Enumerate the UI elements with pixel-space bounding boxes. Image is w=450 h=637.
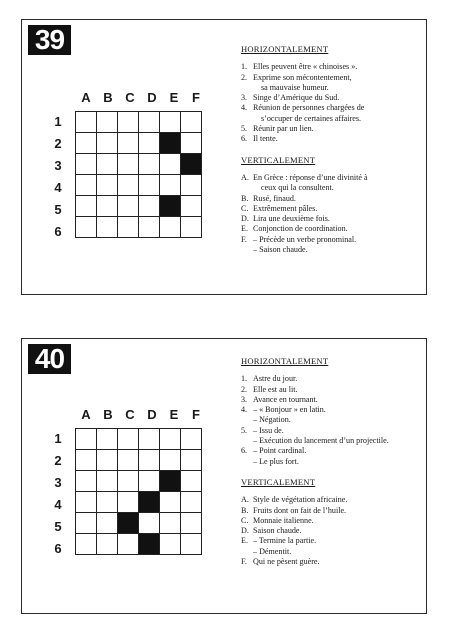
grid-cell[interactable] [75,132,97,154]
grid-cell[interactable] [138,512,160,534]
clue-text [253,446,423,467]
column-label: A [81,90,91,105]
clue-number: F. [241,557,247,567]
clue-item [241,235,423,256]
clue-item [241,395,423,405]
clue-line: Saison chaude. [253,526,302,536]
clue-line: Lira une deuxième fois. [253,214,330,224]
grid-cell[interactable] [138,195,160,217]
grid-cell[interactable] [138,216,160,238]
clue-line: En Grèce : réponse d’une divinité à [253,172,368,182]
clue-number: 5. [241,425,248,435]
black-cell [117,512,139,534]
clue-item [241,93,423,103]
black-cell [159,195,181,217]
clue-text [253,173,423,194]
clue-line: – Exécution du lancement d’un projectile. [253,436,389,446]
crossword-card-39 [21,19,427,295]
column-label: C [125,90,135,105]
clue-number: 2. [241,72,248,82]
clue-line: – Précède un verbe pronominal. [253,234,357,244]
column-label: A [81,407,91,422]
clue-number: E. [241,224,248,234]
grid-cell[interactable] [180,195,202,217]
clue-line: Conjonction de coordination. [253,224,348,234]
column-label: B [103,407,113,422]
row-label: 2 [54,136,62,151]
clue-line: – Le plus fort. [253,456,299,466]
clue-text [253,526,423,536]
grid-cell[interactable] [117,111,139,133]
row-label: 5 [54,519,62,534]
row-label: 1 [54,431,62,446]
grid-cell[interactable] [138,111,160,133]
grid-cell[interactable] [180,470,202,492]
clue-number: C. [241,515,249,525]
grid-cell[interactable] [180,512,202,534]
row-label: 3 [54,475,62,490]
row-label: 3 [54,158,62,173]
column-label: D [147,407,157,422]
clue-line: Réunir par un lien. [253,124,314,134]
grid-cell[interactable] [159,111,181,133]
clue-text [253,73,423,94]
column-label: E [169,407,179,422]
clue-text [253,194,423,204]
row-label: 2 [54,453,62,468]
grid-cell[interactable] [96,428,118,450]
clue-text [253,536,423,557]
grid-cell[interactable] [117,491,139,513]
column-label: D [147,90,157,105]
clue-item [241,526,423,536]
crossword-card-40 [21,338,427,614]
vertical-title: VERTICALEMENT [241,154,316,165]
clue-number: 6. [241,134,248,144]
grid-cell[interactable] [138,153,160,175]
clue-text [253,62,423,72]
column-label: E [169,90,179,105]
clue-line: Exprime son mécontentement, [253,72,352,82]
clue-number: C. [241,203,249,213]
clue-text [253,495,423,505]
clue-item [241,73,423,94]
grid-cell[interactable] [138,470,160,492]
clue-number: 5. [241,124,248,134]
clue-item [241,204,423,214]
row-label: 4 [54,497,62,512]
clue-line: – Négation. [253,415,291,425]
puzzle-number: 40 [28,344,71,374]
grid-cell[interactable] [159,512,181,534]
clue-text [253,426,423,447]
clue-item [241,173,423,194]
clue-line: – « Bonjour » en latin. [253,405,326,415]
puzzle-number: 39 [28,25,71,55]
grid-cell[interactable] [96,216,118,238]
grid-cell[interactable] [117,132,139,154]
clue-line: Réunion de personnes chargées de [253,103,365,113]
clues-panel [241,44,423,255]
clue-item [241,214,423,224]
grid-cell[interactable] [180,449,202,471]
grid-cell[interactable] [180,533,202,555]
grid-cell[interactable] [117,533,139,555]
grid-cell[interactable] [96,195,118,217]
clue-text [253,374,423,384]
clue-line: sa mauvaise humeur. [261,82,329,92]
clue-line: – Saison chaude. [253,245,308,255]
clue-number: A. [241,495,249,505]
grid-cell[interactable] [180,111,202,133]
vertical-clues [241,173,423,255]
black-cell [138,491,160,513]
grid-cell[interactable] [75,153,97,175]
grid-cell[interactable] [75,428,97,450]
row-label: 6 [54,541,62,556]
clue-text [253,385,423,395]
clue-number: B. [241,193,249,203]
clue-item [241,124,423,134]
clue-text [253,224,423,234]
clue-number: 4. [241,405,248,415]
grid-cell[interactable] [117,153,139,175]
clue-number: D. [241,526,249,536]
clue-line: Extrêmement pâles. [253,203,318,213]
vertical-clues [241,495,423,567]
grid-cell[interactable] [159,491,181,513]
clue-text [253,516,423,526]
grid-cell[interactable] [117,449,139,471]
clue-number: 3. [241,93,248,103]
grid-cell[interactable] [75,491,97,513]
clues-panel [241,356,423,567]
grid-cell[interactable] [75,216,97,238]
clue-item [241,224,423,234]
grid-cell[interactable] [159,428,181,450]
grid-cell[interactable] [138,132,160,154]
clue-line: Monnaie italienne. [253,515,314,525]
clue-line: Fruits dont on fait de l’huile. [253,505,347,515]
grid-cell[interactable] [96,449,118,471]
clue-item [241,194,423,204]
grid-cell[interactable] [138,428,160,450]
horizontal-title: HORIZONTALEMENT [241,356,329,366]
grid-cell[interactable] [180,428,202,450]
clue-line: Singe d’Amérique du Sud. [253,93,340,103]
clue-item [241,385,423,395]
clue-text [253,405,423,426]
clue-item [241,557,423,567]
row-label: 4 [54,180,62,195]
clue-text [253,557,423,567]
clue-line: – Issu de. [253,425,284,435]
clue-item [241,405,423,426]
clue-number: 2. [241,384,248,394]
grid-cell[interactable] [75,533,97,555]
clue-number: 1. [241,62,248,72]
row-label: 5 [54,202,62,217]
black-cell [159,132,181,154]
grid-cell[interactable] [75,111,97,133]
row-label: 1 [54,114,62,129]
horizontal-clues [241,62,423,144]
crossword-grid [48,90,248,250]
clue-item [241,536,423,557]
grid-cell[interactable] [96,512,118,534]
grid-cell[interactable] [96,491,118,513]
grid-cell[interactable] [180,491,202,513]
grid-cell[interactable] [96,111,118,133]
vertical-title: VERTICALEMENT [241,476,316,487]
clue-text [253,134,423,144]
clue-line: Elle est au lit. [253,384,298,394]
clue-item [241,495,423,505]
crossword-grid [48,407,248,567]
grid-cell[interactable] [117,195,139,217]
clue-line: Rusé, finaud. [253,193,296,203]
clue-text [253,506,423,516]
horizontal-clues [241,374,423,467]
row-label: 6 [54,224,62,239]
clue-line: ceux qui la consultent. [261,183,334,193]
grid-cell[interactable] [117,216,139,238]
column-label: B [103,90,113,105]
clue-number: 4. [241,103,248,113]
clue-line: Avance en tournant. [253,394,318,404]
black-cell [180,153,202,175]
column-label: C [125,407,135,422]
column-label: F [192,407,200,422]
clue-text [253,103,423,124]
clue-line: – Démentit. [253,546,292,556]
clue-number: F. [241,234,247,244]
grid-cell[interactable] [159,533,181,555]
clue-text [253,214,423,224]
horizontal-title: HORIZONTALEMENT [241,44,329,54]
clue-item [241,506,423,516]
grid-cell[interactable] [75,470,97,492]
grid-cell[interactable] [117,174,139,196]
clue-text [253,93,423,103]
clue-item [241,426,423,447]
clue-line: Style de végétation africaine. [253,495,348,505]
clue-number: D. [241,214,249,224]
clue-text [253,395,423,405]
clue-line: Il tente. [253,134,278,144]
grid-cell[interactable] [75,195,97,217]
clue-number: B. [241,505,249,515]
clue-number: 6. [241,446,248,456]
black-cell [159,470,181,492]
grid-cell[interactable] [117,470,139,492]
grid-cell[interactable] [180,216,202,238]
clue-item [241,374,423,384]
grid-cell[interactable] [96,153,118,175]
clue-number: E. [241,536,248,546]
grid-cell[interactable] [96,174,118,196]
grid-cell[interactable] [96,132,118,154]
grid-cell[interactable] [159,216,181,238]
grid-cell[interactable] [180,174,202,196]
clue-line: s’occuper de certaines affaires. [261,113,362,123]
grid-cell[interactable] [138,449,160,471]
grid-cell[interactable] [96,470,118,492]
grid-cell[interactable] [138,174,160,196]
clue-item [241,134,423,144]
clue-number: 3. [241,394,248,404]
grid-cell[interactable] [75,512,97,534]
grid-cell[interactable] [180,132,202,154]
clue-line: Elles peuvent être « chinoises ». [253,62,358,72]
clue-text [253,124,423,134]
clue-item [241,446,423,467]
clue-number: 1. [241,374,248,384]
clue-item [241,103,423,124]
clue-line: Qui ne pèsent guère. [253,557,320,567]
grid-cell[interactable] [75,449,97,471]
clue-item [241,62,423,72]
grid-cell[interactable] [96,533,118,555]
clue-text [253,204,423,214]
grid-cell[interactable] [159,449,181,471]
clue-line: – Termine la partie. [253,536,317,546]
clue-text [253,235,423,256]
clue-line: – Point cardinal. [253,446,307,456]
grid-cell[interactable] [159,174,181,196]
clue-line: Astre du jour. [253,374,298,384]
grid-cell[interactable] [117,428,139,450]
grid-cell[interactable] [159,153,181,175]
black-cell [138,533,160,555]
column-label: F [192,90,200,105]
clue-number: A. [241,172,249,182]
grid-cell[interactable] [75,174,97,196]
clue-item [241,516,423,526]
